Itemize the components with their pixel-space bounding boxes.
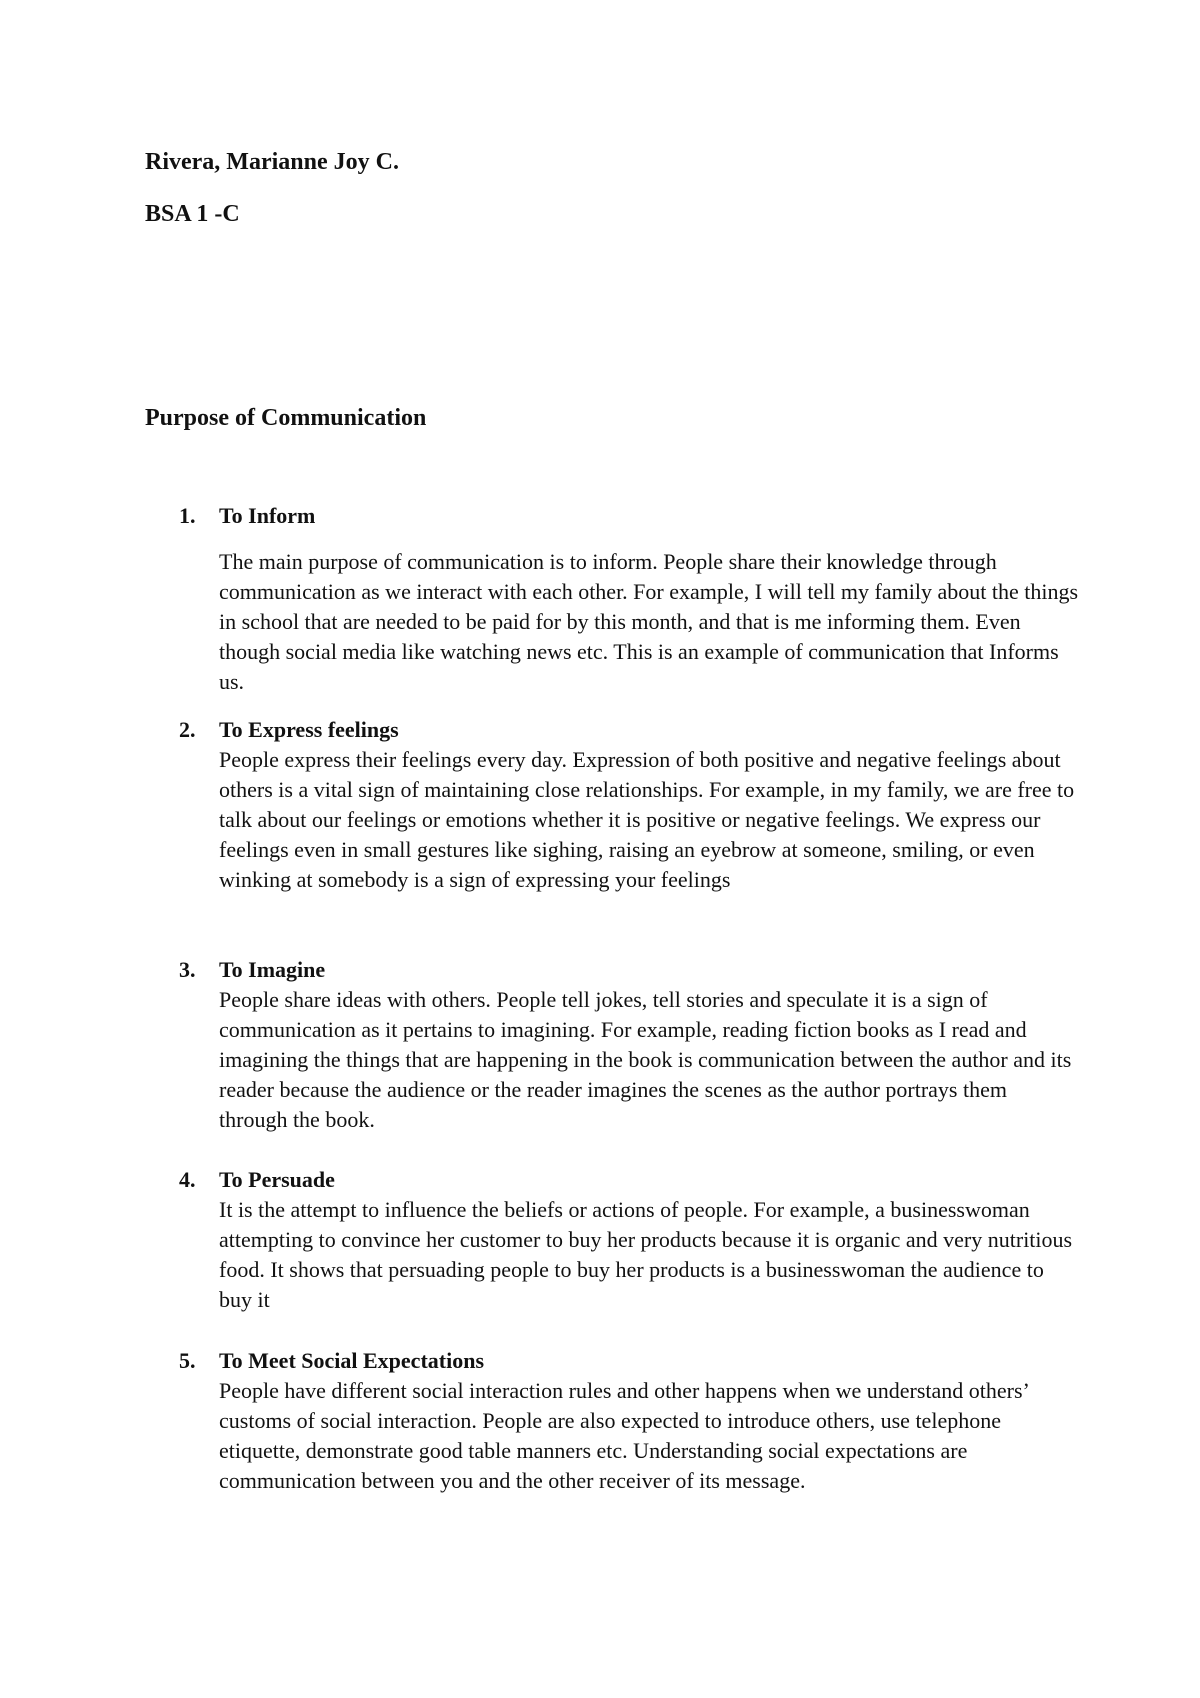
document-title: Purpose of Communication (145, 405, 427, 431)
list-item-heading: To Express feelings (219, 717, 399, 742)
list-item-body: People express their feelings every day. Expression of both positive and negative feelings about others is a vital sign of maintaining close relationships. For example, in my family, we are free to talk about our feelings or emotions whether it is positive or negative feelings. We express our feelings even in small gestures like sighing, raising an eyebrow at someone, smiling, or even winking at somebody is a sign of expressing your feelings (219, 747, 1075, 892)
list-item-body: People have different social interaction rules and other happens when we understand others’ customs of social interaction. People are also expected to introduce others, use telephone etiquette, demonstrate good table manners etc. Understanding social expectations are communication between you and the other receiver of its message. (219, 1378, 1029, 1493)
section-code: BSA 1 -C (145, 201, 240, 227)
list-item-heading: To Inform (219, 503, 316, 528)
list-item-body: People share ideas with others. People tell jokes, tell stories and speculate it is a sign of communication as it pertains to imagining. For example, reading fiction books as I read and imagining the things that are happening in the book is communication between the author and its reader because the audience or the reader imagines the scenes as the author portrays them through the book. (219, 987, 1072, 1132)
list-item-number: 2. (179, 717, 196, 742)
list-item-heading: To Persuade (219, 1167, 335, 1192)
list-item-heading: To Imagine (219, 957, 326, 982)
list-item-body: The main purpose of communication is to inform. People share their knowledge through communication as we interact with each other. For example, I will tell my family about the things in school that are needed to be paid for by this month, and that is me informing them. Even though social media like watching news etc. This is an example of communication that Informs us. (219, 549, 1078, 694)
author-name: Rivera, Marianne Joy C. (145, 149, 399, 175)
list-item-heading: To Meet Social Expectations (219, 1348, 484, 1373)
list-item-number: 4. (179, 1167, 196, 1192)
list-item-number: 3. (179, 957, 196, 982)
list-item-number: 5. (179, 1348, 196, 1373)
list-item-body: It is the attempt to influence the beliefs or actions of people. For example, a businesswoman attempting to convince her customer to buy her products because it is organic and very nutritious food. It shows that persuading people to buy her products is a businesswoman the audience to buy it (219, 1197, 1073, 1312)
list-item-number: 1. (179, 503, 196, 528)
